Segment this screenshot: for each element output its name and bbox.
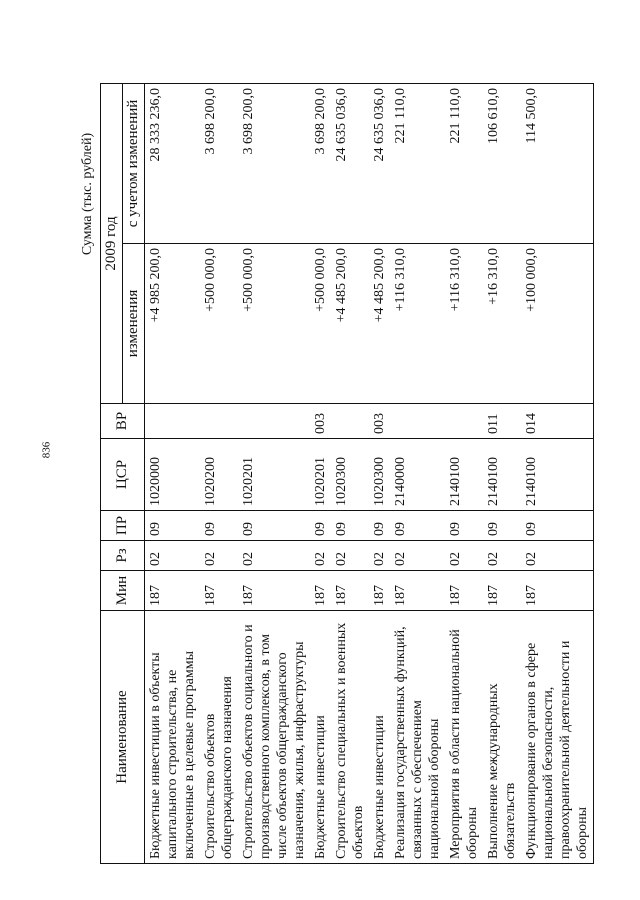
cell-min: 187: [390, 571, 445, 611]
cell-rz: 02: [238, 541, 310, 571]
cell-rz: 02: [331, 541, 369, 571]
cell-changes: +116 310,0: [445, 244, 483, 404]
cell-min: 187: [445, 571, 483, 611]
header-changes: изменения: [123, 244, 145, 404]
cell-min: 187: [310, 571, 331, 611]
cell-min: 187: [200, 571, 238, 611]
sum-caption: Сумма (тыс. рублей): [80, 132, 95, 256]
cell-csr: 2140000: [390, 439, 445, 511]
cell-pr: 09: [310, 511, 331, 541]
cell-vr: [331, 404, 369, 439]
cell-total: 114 500,0: [521, 83, 594, 243]
header-rz: Рз: [101, 541, 145, 571]
budget-table: [100, 83, 594, 864]
table-row: [331, 83, 369, 863]
table-body: [145, 83, 594, 863]
cell-changes: +4 985 200,0: [145, 244, 201, 404]
cell-name: Функционирование органов в сфере национальной безопасности, правоохранительной деятельности и обороны: [521, 611, 594, 864]
header-min: Мин: [101, 571, 145, 611]
table-row: [369, 83, 390, 863]
cell-csr: 1020201: [238, 439, 310, 511]
cell-name: Бюджетные инвестиции в объекты капитального строительства, не включенные в целевые программы: [145, 611, 201, 864]
cell-csr: 1020300: [369, 439, 390, 511]
table-row: [145, 83, 201, 863]
cell-changes: +16 310,0: [483, 244, 521, 404]
cell-changes: +116 310,0: [390, 244, 445, 404]
table-row: [445, 83, 483, 863]
cell-pr: 09: [390, 511, 445, 541]
cell-min: 187: [521, 571, 594, 611]
cell-vr: [445, 404, 483, 439]
cell-rz: 02: [521, 541, 594, 571]
cell-rz: 02: [445, 541, 483, 571]
cell-min: 187: [369, 571, 390, 611]
cell-csr: 1020300: [331, 439, 369, 511]
cell-pr: 09: [238, 511, 310, 541]
header-with-changes: с учетом изменений: [123, 83, 145, 243]
cell-csr: 2140100: [445, 439, 483, 511]
cell-total: 221 110,0: [445, 83, 483, 243]
header-pr: ПР: [101, 511, 145, 541]
table-row: [390, 83, 445, 863]
cell-pr: 09: [483, 511, 521, 541]
cell-name: Реализация государственных функций, связанных с обеспечением национальной обороны: [390, 611, 445, 864]
cell-min: 187: [145, 571, 201, 611]
header-name: Наименование: [101, 611, 145, 864]
cell-pr: 09: [369, 511, 390, 541]
cell-rz: 02: [310, 541, 331, 571]
header-vr: ВР: [101, 404, 145, 439]
cell-pr: 09: [521, 511, 594, 541]
cell-name: Бюджетные инвестиции: [369, 611, 390, 864]
cell-vr: 003: [369, 404, 390, 439]
table-row: [238, 83, 310, 863]
cell-vr: 014: [521, 404, 594, 439]
cell-rz: 02: [145, 541, 201, 571]
cell-name: Бюджетные инвестиции: [310, 611, 331, 864]
cell-changes: +100 000,0: [521, 244, 594, 404]
cell-changes: +500 000,0: [310, 244, 331, 404]
header-row-1: [101, 83, 123, 863]
cell-csr: 2140100: [483, 439, 521, 511]
cell-name: Строительство специальных и военных объектов: [331, 611, 369, 864]
cell-total: 3 698 200,0: [238, 83, 310, 243]
cell-rz: 02: [390, 541, 445, 571]
cell-csr: 2140100: [521, 439, 594, 511]
cell-vr: [200, 404, 238, 439]
cell-pr: 09: [200, 511, 238, 541]
cell-vr: [390, 404, 445, 439]
cell-rz: 02: [369, 541, 390, 571]
cell-changes: +4 485 200,0: [331, 244, 369, 404]
table-row: [483, 83, 521, 863]
table-row: [200, 83, 238, 863]
cell-changes: +500 000,0: [200, 244, 238, 404]
cell-total: 106 610,0: [483, 83, 521, 243]
cell-vr: [238, 404, 310, 439]
header-csr: ЦСР: [101, 439, 145, 511]
cell-vr: 003: [310, 404, 331, 439]
cell-total: 24 635 036,0: [369, 83, 390, 243]
cell-min: 187: [238, 571, 310, 611]
cell-vr: [145, 404, 201, 439]
cell-name: Строительство объектов общегражданского назначения: [200, 611, 238, 864]
table-row: [310, 83, 331, 863]
cell-name: Выполнение международных обязательств: [483, 611, 521, 864]
cell-csr: 1020201: [310, 439, 331, 511]
cell-csr: 1020200: [200, 439, 238, 511]
cell-total: 221 110,0: [390, 83, 445, 243]
cell-pr: 09: [331, 511, 369, 541]
cell-pr: 09: [445, 511, 483, 541]
cell-rz: 02: [483, 541, 521, 571]
cell-name: Мероприятия в области национальной обороны: [445, 611, 483, 864]
cell-min: 187: [483, 571, 521, 611]
cell-changes: +500 000,0: [238, 244, 310, 404]
cell-name: Строительство объектов социального и производственного комплексов, в том числе объектов общегражданского назначения, жилья, инфраструктуры: [238, 611, 310, 864]
rotated-table-page: [72, 84, 590, 864]
header-year: 2009 год: [101, 83, 123, 403]
cell-rz: 02: [200, 541, 238, 571]
cell-csr: 1020000: [145, 439, 201, 511]
cell-total: 24 635 036,0: [331, 83, 369, 243]
cell-total: 3 698 200,0: [310, 83, 331, 243]
cell-total: 3 698 200,0: [200, 83, 238, 243]
cell-total: 28 333 236,0: [145, 83, 201, 243]
table-row: [521, 83, 594, 863]
cell-min: 187: [331, 571, 369, 611]
cell-pr: 09: [145, 511, 201, 541]
cell-vr: 011: [483, 404, 521, 439]
cell-changes: +4 485 200,0: [369, 244, 390, 404]
page-number: 836: [40, 441, 53, 459]
